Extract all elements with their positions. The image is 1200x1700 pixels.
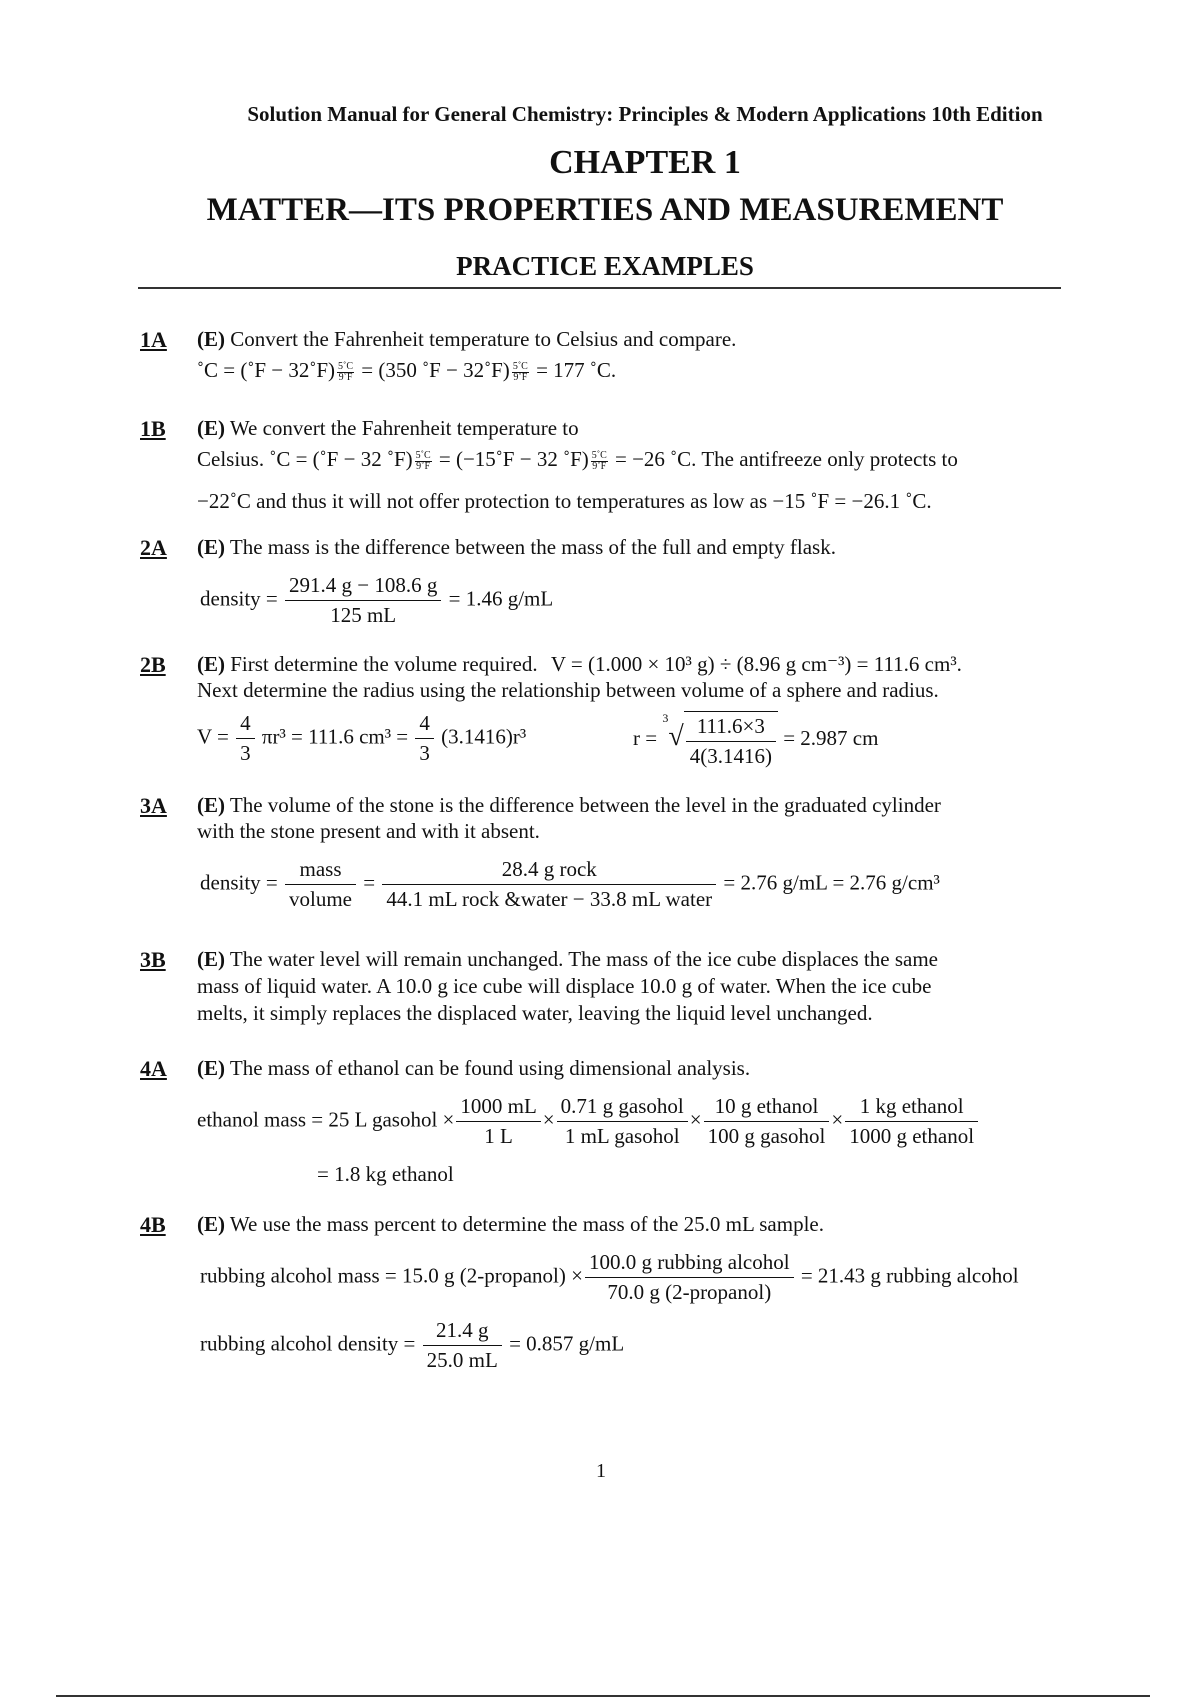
problem-statement: We convert the Fahrenheit temperature to	[229, 416, 579, 440]
fraction	[456, 1094, 540, 1149]
problem-text-3b-line2: mass of liquid water. A 10.0 g ice cube will displace 10.0 g of water. When the ice cube	[197, 974, 932, 998]
problem-text-2a	[197, 535, 836, 560]
difficulty-tag: (E)	[197, 327, 225, 351]
difficulty-tag: (E)	[197, 535, 225, 559]
frac-num: 100.0 g rubbing alcohol	[585, 1250, 794, 1278]
frac-num: 21.4 g	[423, 1318, 502, 1346]
problem-label-1b: 1B	[140, 416, 166, 441]
eq-rhs: (3.1416)r³	[441, 724, 527, 749]
eq-mid: = (−15˚F − 32 ˚F)	[438, 447, 589, 471]
problem-label-4a: 4A	[140, 1056, 167, 1081]
problem-statement: The mass of ethanol can be found using dimensional analysis.	[229, 1056, 751, 1080]
problem-statement: We use the mass percent to determine the mass of the 25.0 mL sample.	[229, 1212, 824, 1236]
conversion-fraction	[591, 451, 608, 472]
difficulty-tag: (E)	[197, 652, 225, 676]
frac-num: 1 kg ethanol	[845, 1094, 978, 1122]
frac-den: 9˚F	[416, 460, 431, 472]
book-title: Solution Manual for General Chemistry: Principles & Modern Applications 10th Edition	[247, 102, 1043, 126]
problem-text-4b	[197, 1212, 824, 1237]
times-sign: ×	[689, 1107, 702, 1132]
frac-num: 4	[236, 711, 255, 739]
frac-den: 3	[419, 741, 430, 765]
problem-text-2b	[197, 652, 962, 677]
problem-text-3b-line3: melts, it simply replaces the displaced water, leaving the liquid level unchanged.	[197, 1001, 873, 1025]
problem-label-2b: 2B	[140, 652, 166, 677]
eq-rhs: = 177 ˚C.	[536, 358, 617, 382]
problem-label-2a: 2A	[140, 535, 167, 560]
eq-lhs: ˚C = (˚F − 32˚F)	[197, 358, 336, 382]
frac-den: 9˚F	[592, 460, 607, 472]
equation-1a	[197, 358, 616, 383]
problem-text-1b-line3: −22˚C and thus it will not offer protection to temperatures as low as −15 ˚F = −26.1 ˚C.	[197, 489, 932, 513]
fraction	[423, 1318, 502, 1373]
problem-text-3a	[197, 793, 941, 818]
frac-den: 1 L	[484, 1124, 513, 1148]
equation-2b-radius	[633, 711, 878, 769]
chapter-title: MATTER—ITS PROPERTIES AND MEASUREMENT	[206, 192, 1004, 228]
times-sign: ×	[542, 1107, 555, 1132]
difficulty-tag: (E)	[197, 1056, 225, 1080]
frac-num: 5˚C	[591, 449, 607, 461]
eq-lhs: density =	[200, 870, 278, 895]
eq-rhs: = 1.46 g/mL	[448, 586, 554, 611]
problem-statement: Convert the Fahrenheit temperature to Celsius and compare.	[230, 327, 737, 351]
line-start: Celsius.	[197, 447, 265, 471]
equation-2a	[200, 573, 553, 628]
equation-4b-density	[200, 1318, 624, 1373]
fraction	[285, 573, 441, 628]
frac-den: 9˚F	[513, 371, 528, 383]
frac-num: 291.4 g − 108.6 g	[285, 573, 441, 601]
frac-den: 125 mL	[330, 603, 397, 627]
equation-3a	[200, 857, 940, 912]
equation-2b-volume	[197, 711, 526, 766]
frac-num: 5˚C	[415, 449, 431, 461]
frac-num: 111.6×3	[686, 714, 776, 742]
eq-lhs: V =	[197, 724, 229, 749]
fraction	[585, 1250, 794, 1305]
conversion-fraction	[337, 362, 354, 383]
eq-lhs: density =	[200, 586, 278, 611]
eq-lhs: ethanol mass = 25 L gasohol ×	[197, 1107, 455, 1132]
eq-rhs: = 0.857 g/mL	[509, 1331, 625, 1356]
problem-text-3a-line2: with the stone present and with it absent.	[197, 819, 540, 843]
problem-label-4b: 4B	[140, 1212, 166, 1237]
volume-equation: V = (1.000 × 10³ g) ÷ (8.96 g cm⁻³) = 111.6 cm³.	[550, 652, 962, 676]
equation-4a	[197, 1094, 980, 1149]
frac-den: 9˚F	[338, 371, 353, 383]
eq-rhs: = −26 ˚C.	[615, 447, 697, 471]
frac-den: 70.0 g (2-propanol)	[607, 1280, 772, 1304]
fraction	[704, 1094, 830, 1149]
problem-text-1b	[197, 416, 579, 441]
frac-den: 25.0 mL	[426, 1348, 498, 1372]
problem-text-4a	[197, 1056, 750, 1081]
eq-equals: =	[363, 870, 376, 895]
problem-label-3a: 3A	[140, 793, 167, 818]
difficulty-tag: (E)	[197, 947, 225, 971]
fraction	[382, 857, 716, 912]
frac-num: 5˚C	[338, 360, 354, 372]
frac-num: 1000 mL	[456, 1094, 540, 1122]
eq-rhs: = 21.43 g rubbing alcohol	[800, 1263, 1019, 1288]
times-sign: ×	[831, 1107, 844, 1132]
fraction	[686, 714, 776, 769]
conversion-fraction	[415, 451, 432, 472]
equation-4a-result: = 1.8 kg ethanol	[317, 1162, 454, 1186]
fraction	[285, 857, 356, 912]
problem-statement: The mass is the difference between the mass of the full and empty flask.	[229, 535, 836, 559]
problem-text-2b-line2: Next determine the radius using the relationship between volume of a sphere and radius.	[197, 678, 939, 702]
frac-num: 5˚C	[512, 360, 528, 372]
cube-root: $^3$√ $\frac{111.6\times 3}{4(3.1416)}$	[662, 711, 778, 769]
eq-rhs: = 2.76 g/mL = 2.76 g/cm³	[723, 870, 940, 895]
problem-statement: The water level will remain unchanged. The mass of the ice cube displaces the same	[229, 947, 938, 971]
frac-num: 28.4 g rock	[382, 857, 716, 885]
frac-den: 44.1 mL rock &water − 33.8 mL water	[386, 887, 713, 911]
problem-text-3b	[197, 947, 938, 972]
header-divider	[138, 287, 1061, 289]
conversion-fraction	[512, 362, 529, 383]
fraction	[845, 1094, 978, 1149]
section-title: PRACTICE EXAMPLES	[456, 251, 754, 281]
equation-1b	[197, 447, 958, 472]
difficulty-tag: (E)	[197, 416, 225, 440]
line-end: The antifreeze only protects to	[701, 447, 958, 471]
fraction	[415, 711, 434, 766]
frac-den: volume	[289, 887, 353, 911]
frac-num: 0.71 g gasohol	[557, 1094, 688, 1122]
frac-num: 10 g ethanol	[704, 1094, 830, 1122]
difficulty-tag: (E)	[197, 1212, 225, 1236]
frac-den: 1 mL gasohol	[564, 1124, 680, 1148]
frac-num: mass	[285, 857, 356, 885]
page-number: 1	[596, 1460, 606, 1482]
frac-den: 1000 g ethanol	[849, 1124, 975, 1148]
eq-mid: = (350 ˚F − 32˚F)	[361, 358, 510, 382]
problem-label-1a: 1A	[140, 327, 167, 352]
problem-statement: The volume of the stone is the difference between the level in the graduated cylinder	[229, 793, 941, 817]
problem-text-1a	[197, 327, 736, 352]
problem-label-3b: 3B	[140, 947, 166, 972]
chapter-heading: CHAPTER 1	[549, 144, 741, 181]
eq-lhs: rubbing alcohol mass = 15.0 g (2-propanol) ×	[200, 1263, 583, 1288]
fraction	[557, 1094, 688, 1149]
frac-den: 3	[240, 741, 251, 765]
fraction	[236, 711, 255, 766]
eq-lhs: ˚C = (˚F − 32 ˚F)	[269, 447, 413, 471]
eq-lhs: rubbing alcohol density =	[200, 1331, 416, 1356]
frac-den: 100 g gasohol	[707, 1124, 826, 1148]
problem-statement: First determine the volume required.	[230, 652, 538, 676]
eq-mid: πr³ = 111.6 cm³ =	[261, 724, 409, 749]
frac-num: 4	[415, 711, 434, 739]
frac-den: 4(3.1416)	[689, 744, 772, 768]
eq-lhs: r =	[633, 725, 658, 750]
footer-divider	[56, 1695, 1150, 1697]
difficulty-tag: (E)	[197, 793, 225, 817]
eq-rhs: = 2.987 cm	[783, 725, 879, 750]
equation-4b-mass	[200, 1250, 1019, 1305]
